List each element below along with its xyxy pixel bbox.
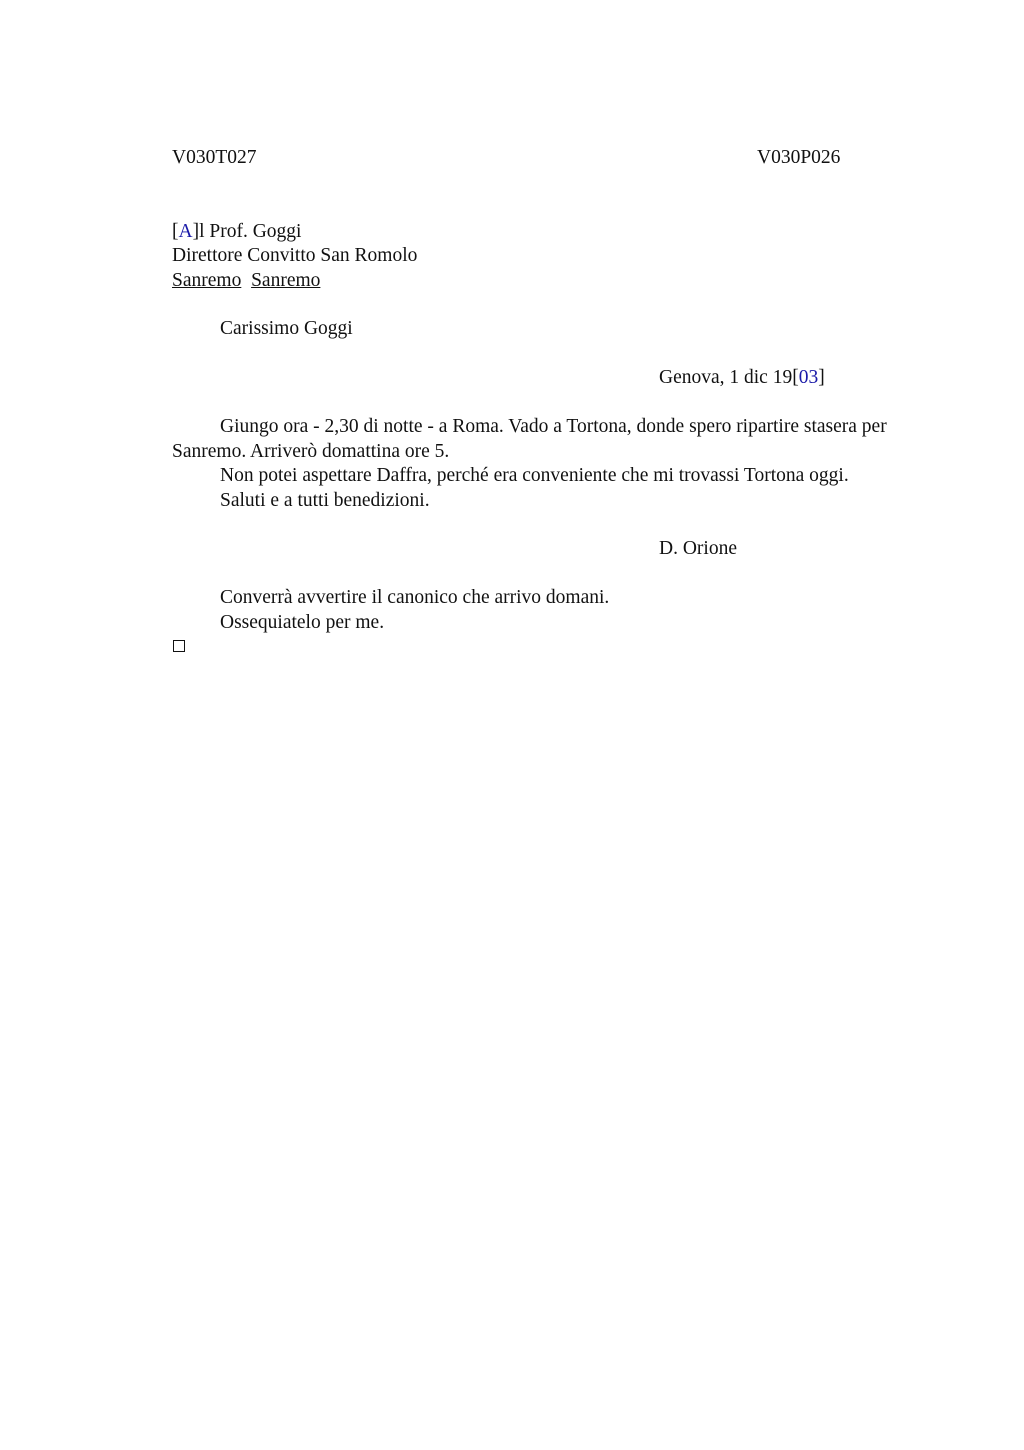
dateline-close: ] bbox=[818, 367, 825, 388]
postscript-line-2: Ossequiatelo per me. bbox=[220, 612, 385, 633]
dateline-prefix: Genova, 1 dic 19[ bbox=[659, 367, 799, 388]
letter-page bbox=[172, 0, 902, 1450]
bracket-open: [ bbox=[172, 221, 179, 242]
postscript-line-1: Converrà avvertire il canonico che arrivo domani. bbox=[220, 587, 610, 608]
recipient-title: Direttore Convitto San Romolo bbox=[172, 245, 418, 266]
editorial-initial: A bbox=[178, 221, 193, 242]
dateline-year-insert: 03 bbox=[798, 367, 819, 388]
signature: D. Orione bbox=[659, 538, 737, 559]
body-paragraph-3: Saluti e a tutti benedizioni. bbox=[220, 490, 430, 511]
square-outline-icon bbox=[173, 640, 185, 652]
recipient-name: ]l Prof. Goggi bbox=[192, 221, 302, 242]
salutation: Carissimo Goggi bbox=[220, 318, 353, 339]
dateline bbox=[659, 366, 825, 390]
document-code-left: V030T027 bbox=[172, 147, 257, 168]
body-paragraph-1: Giungo ora - 2,30 di notte - a Roma. Vado a Tortona, donde spero ripartire stasera per Sanremo. Arriverò domattina ore 5. bbox=[172, 416, 887, 462]
recipient-line bbox=[172, 220, 301, 244]
document-code-right: V030P026 bbox=[757, 147, 841, 168]
city-first: Sanremo bbox=[172, 270, 242, 291]
body-paragraph-2: Non potei aspettare Daffra, perché era conveniente che mi trovassi Tortona oggi. bbox=[220, 465, 849, 486]
recipient-city-line bbox=[172, 269, 320, 293]
city-second: Sanremo bbox=[251, 270, 321, 291]
